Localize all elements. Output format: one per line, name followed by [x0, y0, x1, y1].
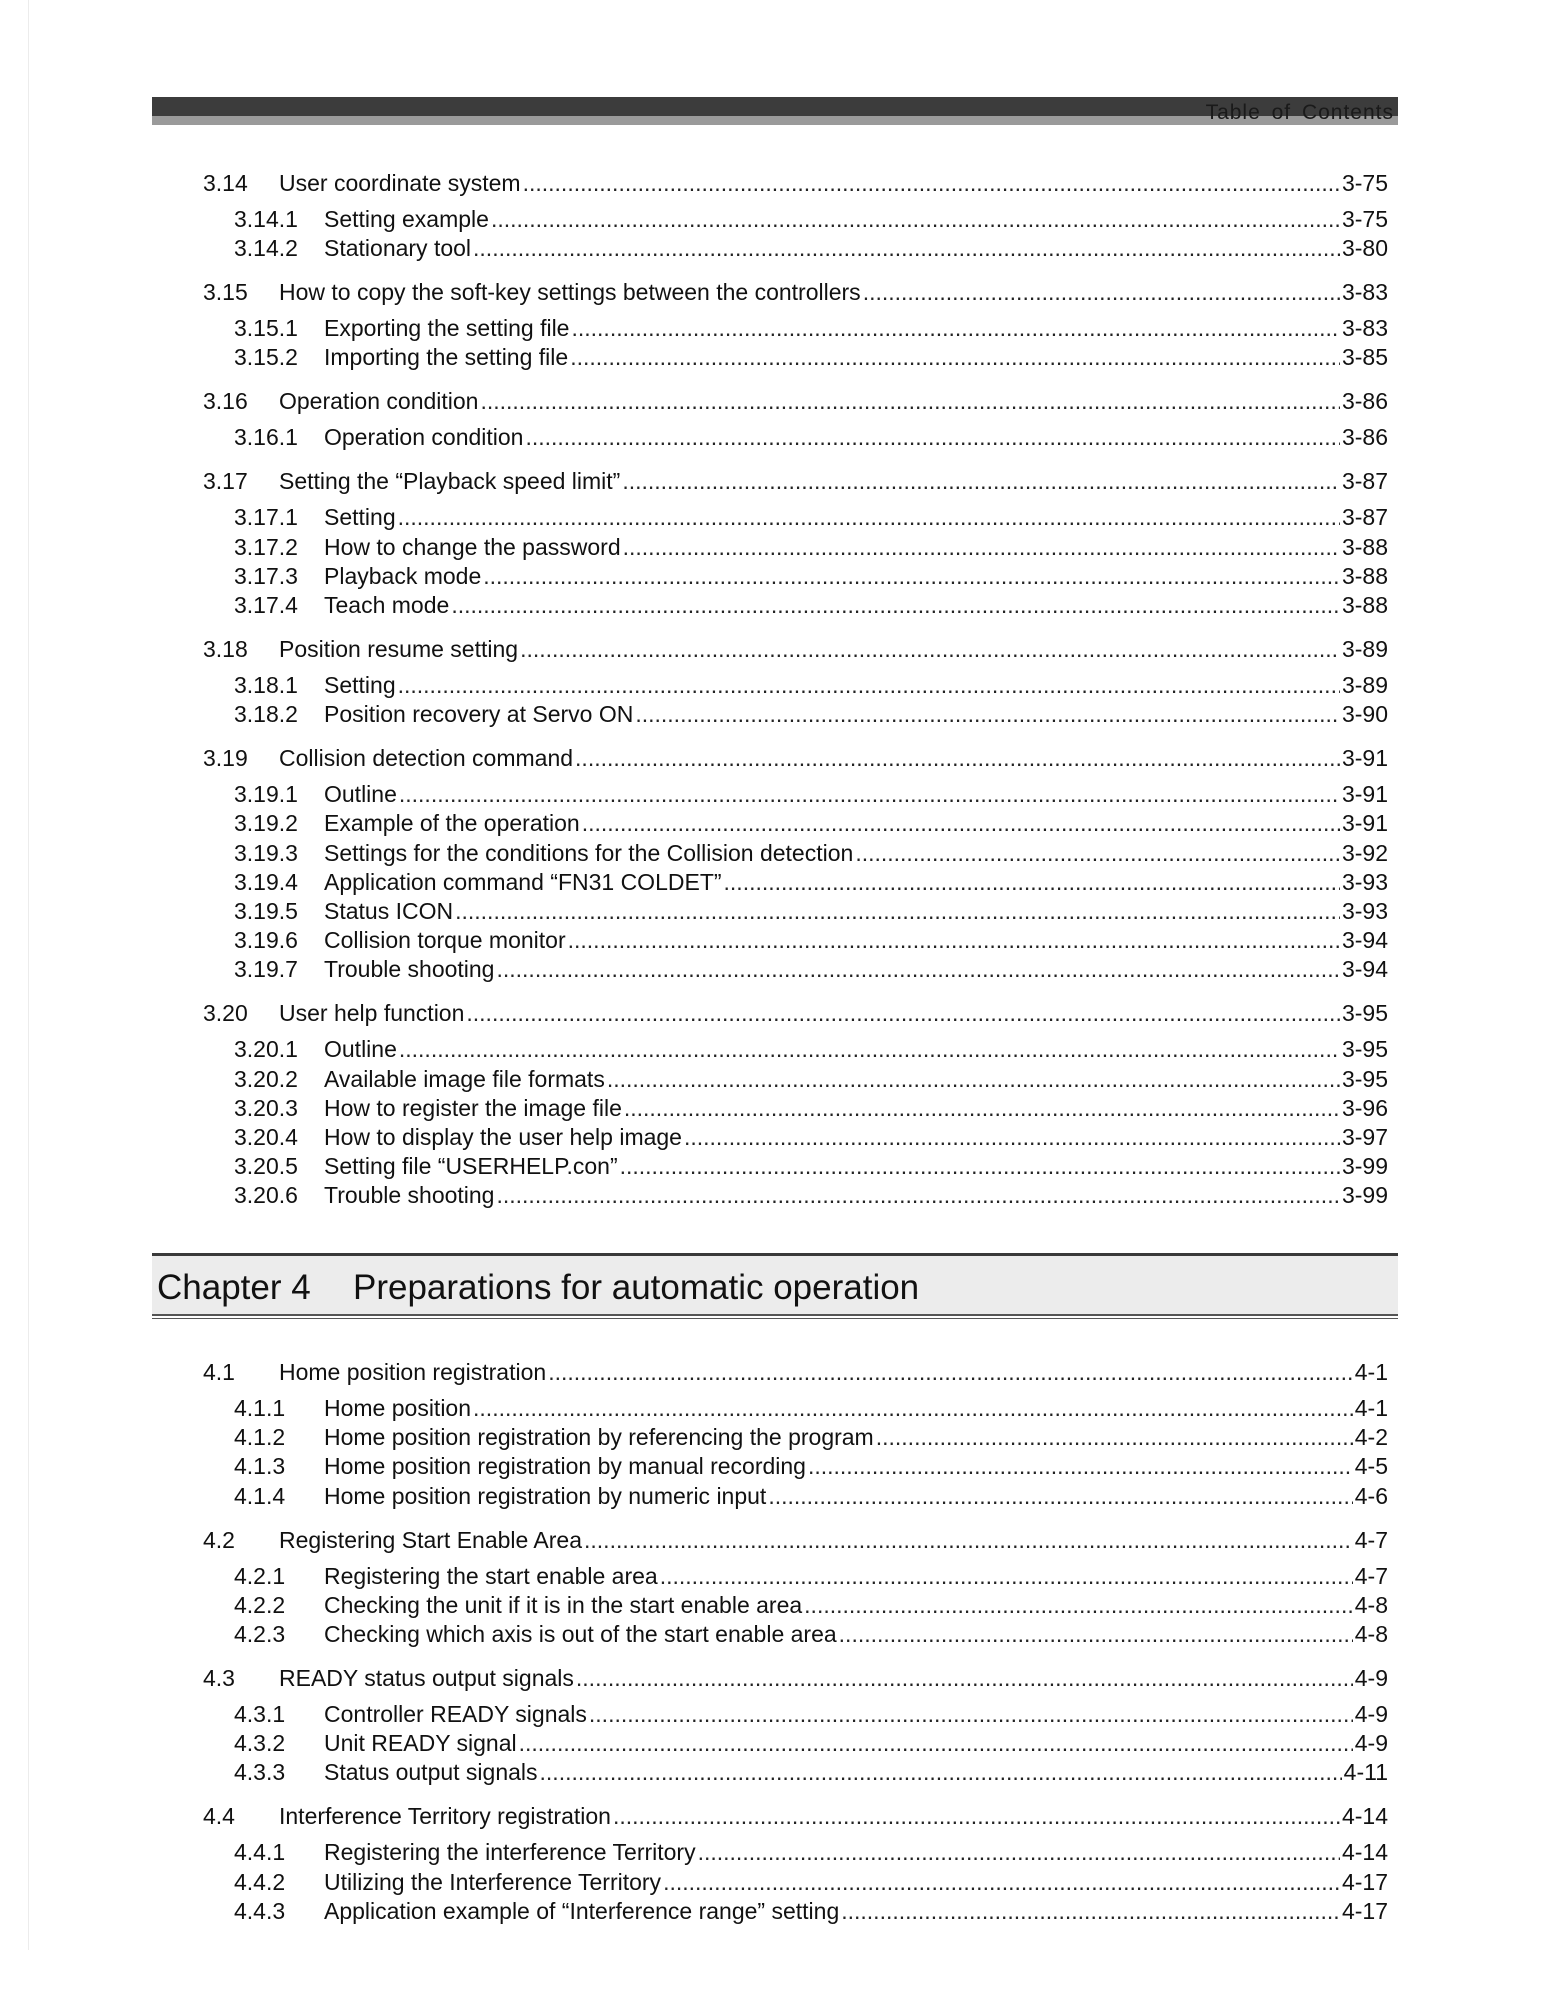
- toc-entry-page: 4-14: [1341, 1803, 1388, 1830]
- toc-entry-number: 4.2.2: [234, 1591, 286, 1618]
- toc-entry-number: 4.2: [203, 1526, 235, 1553]
- toc-entry-number: 3.16.1: [234, 424, 298, 451]
- toc-section-entry[interactable]: [203, 999, 1388, 1027]
- toc-entry-title: Checking which axis is out of the start enable area: [324, 1621, 837, 1647]
- toc-subsection-entry[interactable]: [234, 700, 1388, 728]
- toc-subsection-entry[interactable]: [234, 1620, 1388, 1648]
- toc-dot-leader: [839, 1620, 1353, 1648]
- toc-entry-number: 3.14.1: [234, 206, 298, 232]
- toc-entry-number: 3.19.4: [234, 868, 298, 895]
- toc-entry-page: 3-83: [1341, 279, 1388, 306]
- toc-dot-leader: [589, 1700, 1353, 1728]
- toc-entry-number: 3.17.4: [234, 592, 298, 618]
- toc-entry-number: 3.19.6: [234, 927, 298, 954]
- toc-subsection-entry[interactable]: [234, 809, 1388, 837]
- toc-entry-number: 4.3.2: [234, 1730, 286, 1757]
- toc-subsection-entry[interactable]: [234, 1897, 1388, 1925]
- toc-dot-leader: [584, 1526, 1353, 1554]
- toc-entry-page: 3-95: [1341, 1000, 1388, 1027]
- toc-dot-leader: [473, 1394, 1353, 1422]
- toc-entry-page: 3-91: [1341, 810, 1388, 837]
- toc-entry-number: 4.4.2: [234, 1868, 286, 1895]
- toc-entry-page: 3-86: [1341, 424, 1388, 451]
- toc-entry-page: 4-1: [1354, 1359, 1388, 1385]
- chapter-label: Chapter 4: [157, 1268, 311, 1307]
- toc-section-entry[interactable]: [203, 1664, 1388, 1692]
- toc-dot-leader: [622, 467, 1340, 495]
- toc-entry-number: 3.17: [203, 468, 248, 495]
- toc-subsection-entry[interactable]: [234, 1181, 1388, 1209]
- toc-entry-number: 3.20.2: [234, 1065, 298, 1092]
- toc-entry-title: Checking the unit if it is in the start enable area: [324, 1591, 803, 1618]
- toc-entry-number: 3.15.1: [234, 315, 298, 342]
- toc-entry-number: 4.4: [203, 1803, 235, 1830]
- toc-entry-title: Status output signals: [324, 1759, 538, 1786]
- toc-dot-leader: [483, 562, 1340, 590]
- toc-entry-page: 3-75: [1341, 206, 1388, 232]
- toc-subsection-entry[interactable]: [234, 839, 1388, 867]
- toc-dot-leader: [808, 1452, 1353, 1480]
- toc-entry-title: Collision detection command: [279, 745, 574, 772]
- toc-dot-leader: [613, 1802, 1340, 1830]
- toc-entry-number: 4.4.1: [234, 1839, 286, 1866]
- toc-entry-page: 4-1: [1354, 1395, 1388, 1421]
- toc-subsection-entry[interactable]: [234, 533, 1388, 561]
- toc-entry-title: READY status output signals: [279, 1665, 574, 1691]
- toc-section-entry[interactable]: [203, 169, 1388, 197]
- toc-entry-number: 3.20.5: [234, 1153, 298, 1180]
- toc-dot-leader: [768, 1482, 1352, 1510]
- toc-subsection-entry[interactable]: [234, 955, 1388, 983]
- toc-entry-page: 3-99: [1341, 1153, 1388, 1180]
- toc-entry-number: 3.17.3: [234, 562, 298, 589]
- toc-entry-number: 3.19.1: [234, 781, 298, 808]
- toc-entry-page: 4-9: [1354, 1665, 1388, 1691]
- toc-dot-leader: [863, 278, 1340, 306]
- toc-entry-title: How to copy the soft-key settings between the controllers: [279, 279, 861, 306]
- toc-dot-leader: [571, 314, 1339, 342]
- toc-entry-page: 3-99: [1341, 1182, 1388, 1209]
- toc-entry-page: 4-9: [1354, 1730, 1388, 1757]
- toc-entry-number: 4.3.1: [234, 1701, 286, 1727]
- toc-entry-title: Teach mode: [324, 592, 450, 618]
- toc-dot-leader: [473, 234, 1340, 262]
- toc-entry-page: 3-75: [1341, 170, 1388, 196]
- toc-entry-number: 3.20.3: [234, 1094, 298, 1121]
- toc-entry-page: 3-90: [1341, 701, 1388, 728]
- toc-entry-title: Home position registration by manual recording: [324, 1453, 806, 1480]
- toc-subsection-entry[interactable]: [234, 1838, 1388, 1866]
- toc-dot-leader: [399, 1035, 1340, 1063]
- toc-entry-number: 4.1.4: [234, 1482, 286, 1509]
- toc-section-entry[interactable]: [203, 1358, 1388, 1386]
- toc-dot-leader: [576, 1664, 1353, 1692]
- toc-subsection-entry[interactable]: [234, 1591, 1388, 1619]
- toc-dot-leader: [607, 1065, 1340, 1093]
- toc-entry-number: 3.20.6: [234, 1182, 298, 1209]
- toc-entry-page: 4-14: [1341, 1839, 1388, 1866]
- toc-dot-leader: [841, 1897, 1340, 1925]
- toc-entry-title: Settings for the conditions for the Collision detection: [324, 839, 854, 866]
- toc-entry-page: 4-17: [1341, 1868, 1388, 1895]
- toc-entry-title: User help function: [279, 1000, 465, 1027]
- toc-entry-number: 3.18.2: [234, 701, 298, 728]
- toc-entry-title: Interference Territory registration: [279, 1803, 611, 1830]
- toc-dot-leader: [568, 926, 1340, 954]
- toc-dot-leader: [451, 591, 1340, 619]
- toc-entry-page: 3-85: [1341, 344, 1388, 371]
- toc-entry-number: 3.15.2: [234, 344, 298, 371]
- toc-section-entry[interactable]: [203, 1802, 1388, 1830]
- toc-entry-title: Setting: [324, 504, 396, 531]
- toc-entry-page: 4-2: [1354, 1424, 1388, 1451]
- toc-subsection-entry[interactable]: [234, 1700, 1388, 1728]
- page-edge-line: [28, 0, 29, 1950]
- toc-dot-leader: [540, 1758, 1342, 1786]
- toc-entry-title: Operation condition: [279, 388, 479, 415]
- toc-section-entry[interactable]: [203, 387, 1388, 415]
- toc-entry-page: 3-96: [1341, 1094, 1388, 1121]
- toc-entry-title: Status ICON: [324, 898, 454, 924]
- toc-entry-page: 3-92: [1341, 839, 1388, 866]
- toc-entry-number: 4.3: [203, 1665, 235, 1691]
- toc-entry-page: 4-6: [1354, 1482, 1388, 1509]
- toc-entry-page: 3-95: [1341, 1036, 1388, 1063]
- toc-entry-title: Registering Start Enable Area: [279, 1526, 583, 1553]
- toc-dot-leader: [663, 1868, 1340, 1896]
- toc-dot-leader: [582, 809, 1340, 837]
- toc-entry-page: 3-83: [1341, 315, 1388, 342]
- toc-subsection-entry[interactable]: [234, 926, 1388, 954]
- toc-entry-title: Outline: [324, 781, 397, 808]
- toc-subsection-entry[interactable]: [234, 1065, 1388, 1093]
- toc-dot-leader: [623, 533, 1340, 561]
- toc-section-entry[interactable]: [203, 744, 1388, 772]
- toc-entry-page: 3-88: [1341, 533, 1388, 560]
- toc-entry-page: 3-95: [1341, 1065, 1388, 1092]
- toc-entry-title: Collision torque monitor: [324, 927, 566, 954]
- toc-entry-page: 3-88: [1341, 562, 1388, 589]
- toc-subsection-entry[interactable]: [234, 671, 1388, 699]
- chapter-rule: [152, 1314, 1398, 1316]
- toc-dot-leader: [804, 1591, 1353, 1619]
- toc-entry-title: Trouble shooting: [324, 956, 495, 983]
- toc-entry-page: 4-5: [1354, 1453, 1388, 1480]
- toc-entry-number: 4.2.3: [234, 1621, 286, 1647]
- toc-dot-leader: [398, 671, 1340, 699]
- chapter-heading: [152, 1253, 1398, 1314]
- toc-subsection-entry[interactable]: [234, 868, 1388, 896]
- toc-dot-leader: [724, 868, 1340, 896]
- toc-entry-title: Home position registration by referencing the program: [324, 1424, 874, 1451]
- chapter-title: [157, 1268, 919, 1308]
- toc-entry-page: 3-91: [1341, 781, 1388, 808]
- toc-entry-page: 4-8: [1354, 1591, 1388, 1618]
- toc-entry-number: 4.4.3: [234, 1897, 286, 1924]
- toc-dot-leader: [570, 343, 1340, 371]
- toc-entry-title: Operation condition: [324, 424, 524, 451]
- toc-dot-leader: [620, 1152, 1340, 1180]
- toc-dot-leader: [480, 387, 1339, 415]
- toc-entry-title: Registering the start enable area: [324, 1562, 658, 1589]
- toc-entry-number: 3.18: [203, 636, 248, 662]
- toc-dot-leader: [525, 423, 1339, 451]
- toc-entry-number: 3.19.2: [234, 810, 298, 837]
- toc-dot-leader: [876, 1423, 1353, 1451]
- toc-subsection-entry[interactable]: [234, 503, 1388, 531]
- toc-subsection-entry[interactable]: [234, 1394, 1388, 1422]
- toc-subsection-entry[interactable]: [234, 423, 1388, 451]
- toc-entry-page: 4-8: [1354, 1621, 1388, 1647]
- toc-subsection-entry[interactable]: [234, 1423, 1388, 1451]
- toc-entry-title: Playback mode: [324, 562, 482, 589]
- toc-entry-page: 3-88: [1341, 592, 1388, 618]
- toc-entry-title: Controller READY signals: [324, 1701, 587, 1727]
- header-bar: [152, 97, 1398, 125]
- toc-entry-number: 3.19.3: [234, 839, 298, 866]
- toc-dot-leader: [491, 205, 1340, 233]
- toc-subsection-entry[interactable]: [234, 1482, 1388, 1510]
- toc-entry-title: Exporting the setting file: [324, 315, 570, 342]
- toc-entry-number: 3.19: [203, 745, 248, 772]
- toc-entry-title: Registering the interference Territory: [324, 1839, 696, 1866]
- toc-subsection-entry[interactable]: [234, 1094, 1388, 1122]
- toc-entry-number: 4.1.1: [234, 1395, 286, 1421]
- toc-entry-title: Position recovery at Servo ON: [324, 701, 634, 728]
- toc-section-entry[interactable]: [203, 635, 1388, 663]
- toc-subsection-entry[interactable]: [234, 562, 1388, 590]
- toc-subsection-entry[interactable]: [234, 1758, 1388, 1786]
- toc-subsection-entry[interactable]: [234, 1123, 1388, 1151]
- toc-entry-title: Home position registration by numeric input: [324, 1482, 767, 1509]
- toc-entry-page: 3-93: [1341, 898, 1388, 924]
- toc-dot-leader: [520, 635, 1340, 663]
- toc-dot-leader: [548, 1358, 1353, 1386]
- toc-entry-title: How to register the image file: [324, 1094, 622, 1121]
- toc-subsection-entry[interactable]: [234, 1562, 1388, 1590]
- toc-subsection-entry[interactable]: [234, 897, 1388, 925]
- toc-dot-leader: [684, 1123, 1340, 1151]
- toc-entry-title: How to change the password: [324, 533, 621, 560]
- toc-entry-title: Stationary tool: [324, 235, 472, 262]
- toc-entry-page: 3-89: [1341, 636, 1388, 662]
- toc-entry-title: Setting: [324, 672, 396, 698]
- toc-entry-title: How to display the user help image: [324, 1124, 682, 1150]
- toc-entry-page: 4-11: [1343, 1759, 1388, 1786]
- toc-entry-title: Setting file “USERHELP.con”: [324, 1153, 618, 1180]
- toc-entry-number: 4.2.1: [234, 1562, 286, 1589]
- toc-entry-page: 3-97: [1341, 1124, 1388, 1150]
- toc-dot-leader: [635, 700, 1340, 728]
- toc-subsection-entry[interactable]: [234, 234, 1388, 262]
- toc-entry-page: 4-7: [1354, 1526, 1388, 1553]
- toc-subsection-entry[interactable]: [234, 205, 1388, 233]
- toc-subsection-entry[interactable]: [234, 343, 1388, 371]
- toc-entry-page: 3-80: [1341, 235, 1388, 262]
- toc-entry-page: 4-7: [1354, 1562, 1388, 1589]
- toc-entry-title: User coordinate system: [279, 170, 521, 196]
- toc-entry-number: 3.20: [203, 1000, 248, 1027]
- toc-entry-title: Outline: [324, 1036, 397, 1063]
- running-header-title: Table of Contents: [1205, 101, 1394, 124]
- toc-dot-leader: [466, 999, 1340, 1027]
- toc-subsection-entry[interactable]: [234, 591, 1388, 619]
- toc-entry-title: Unit READY signal: [324, 1730, 517, 1757]
- toc-entry-number: 3.17.2: [234, 533, 298, 560]
- toc-entry-title: Setting example: [324, 206, 489, 232]
- toc-entry-number: 3.16: [203, 388, 248, 415]
- toc-section-entry[interactable]: [203, 467, 1388, 495]
- toc-subsection-entry[interactable]: [234, 1452, 1388, 1480]
- toc-entry-title: Application example of “Interference range” setting: [324, 1897, 840, 1924]
- toc-entry-page: 3-93: [1341, 868, 1388, 895]
- toc-entry-number: 3.19.7: [234, 956, 298, 983]
- toc-dot-leader: [698, 1838, 1340, 1866]
- toc-entry-number: 4.1.3: [234, 1453, 286, 1480]
- toc-entry-number: 3.20.1: [234, 1036, 298, 1063]
- toc-dot-leader: [399, 780, 1340, 808]
- toc-entry-number: 3.14: [203, 170, 248, 196]
- toc-entry-title: Importing the setting file: [324, 344, 569, 371]
- toc-entry-page: 3-86: [1341, 388, 1388, 415]
- toc-dot-leader: [519, 1729, 1353, 1757]
- toc-subsection-entry[interactable]: [234, 780, 1388, 808]
- toc-subsection-entry[interactable]: [234, 1729, 1388, 1757]
- toc-subsection-entry[interactable]: [234, 1868, 1388, 1896]
- toc-entry-number: 4.1: [203, 1359, 235, 1385]
- toc-entry-number: 3.20.4: [234, 1124, 298, 1150]
- toc-entry-page: 4-17: [1341, 1897, 1388, 1924]
- toc-entry-number: 3.14.2: [234, 235, 298, 262]
- toc-entry-number: 4.1.2: [234, 1424, 286, 1451]
- toc-entry-page: 4-9: [1354, 1701, 1388, 1727]
- toc-dot-leader: [575, 744, 1340, 772]
- toc-entry-title: Position resume setting: [279, 636, 519, 662]
- toc-section-entry[interactable]: [203, 1526, 1388, 1554]
- toc-entry-number: 3.17.1: [234, 504, 298, 531]
- toc-entry-title: Utilizing the Interference Territory: [324, 1868, 662, 1895]
- toc-entry-title: Available image file formats: [324, 1065, 605, 1092]
- toc-entry-title: Trouble shooting: [324, 1182, 495, 1209]
- toc-entry-title: Setting the “Playback speed limit”: [279, 468, 621, 495]
- toc-entry-title: Example of the operation: [324, 810, 580, 837]
- toc-dot-leader: [624, 1094, 1340, 1122]
- toc-entry-page: 3-87: [1341, 504, 1388, 531]
- toc-entry-page: 3-89: [1341, 672, 1388, 698]
- toc-entry-page: 3-94: [1341, 956, 1388, 983]
- toc-dot-leader: [523, 169, 1340, 197]
- toc-dot-leader: [496, 955, 1339, 983]
- toc-dot-leader: [660, 1562, 1353, 1590]
- toc-entry-title: Application command “FN31 COLDET”: [324, 868, 722, 895]
- toc-entry-number: 4.3.3: [234, 1759, 286, 1786]
- toc-entry-page: 3-94: [1341, 927, 1388, 954]
- toc-subsection-entry[interactable]: [234, 1152, 1388, 1180]
- toc-entry-page: 3-91: [1341, 745, 1388, 772]
- toc-subsection-entry[interactable]: [234, 1035, 1388, 1063]
- toc-entry-number: 3.15: [203, 279, 248, 306]
- chapter-rule-thin: [152, 1318, 1398, 1319]
- toc-dot-leader: [496, 1181, 1339, 1209]
- toc-dot-leader: [455, 897, 1340, 925]
- toc-entry-number: 3.18.1: [234, 672, 298, 698]
- toc-entry-title: Home position registration: [279, 1359, 547, 1385]
- toc-entry-page: 3-87: [1341, 468, 1388, 495]
- toc-dot-leader: [855, 839, 1340, 867]
- toc-entry-number: 3.19.5: [234, 898, 298, 924]
- toc-dot-leader: [398, 503, 1340, 531]
- toc-section-entry[interactable]: [203, 278, 1388, 306]
- toc-entry-title: Home position: [324, 1395, 472, 1421]
- toc-subsection-entry[interactable]: [234, 314, 1388, 342]
- chapter-name: Preparations for automatic operation: [353, 1268, 920, 1307]
